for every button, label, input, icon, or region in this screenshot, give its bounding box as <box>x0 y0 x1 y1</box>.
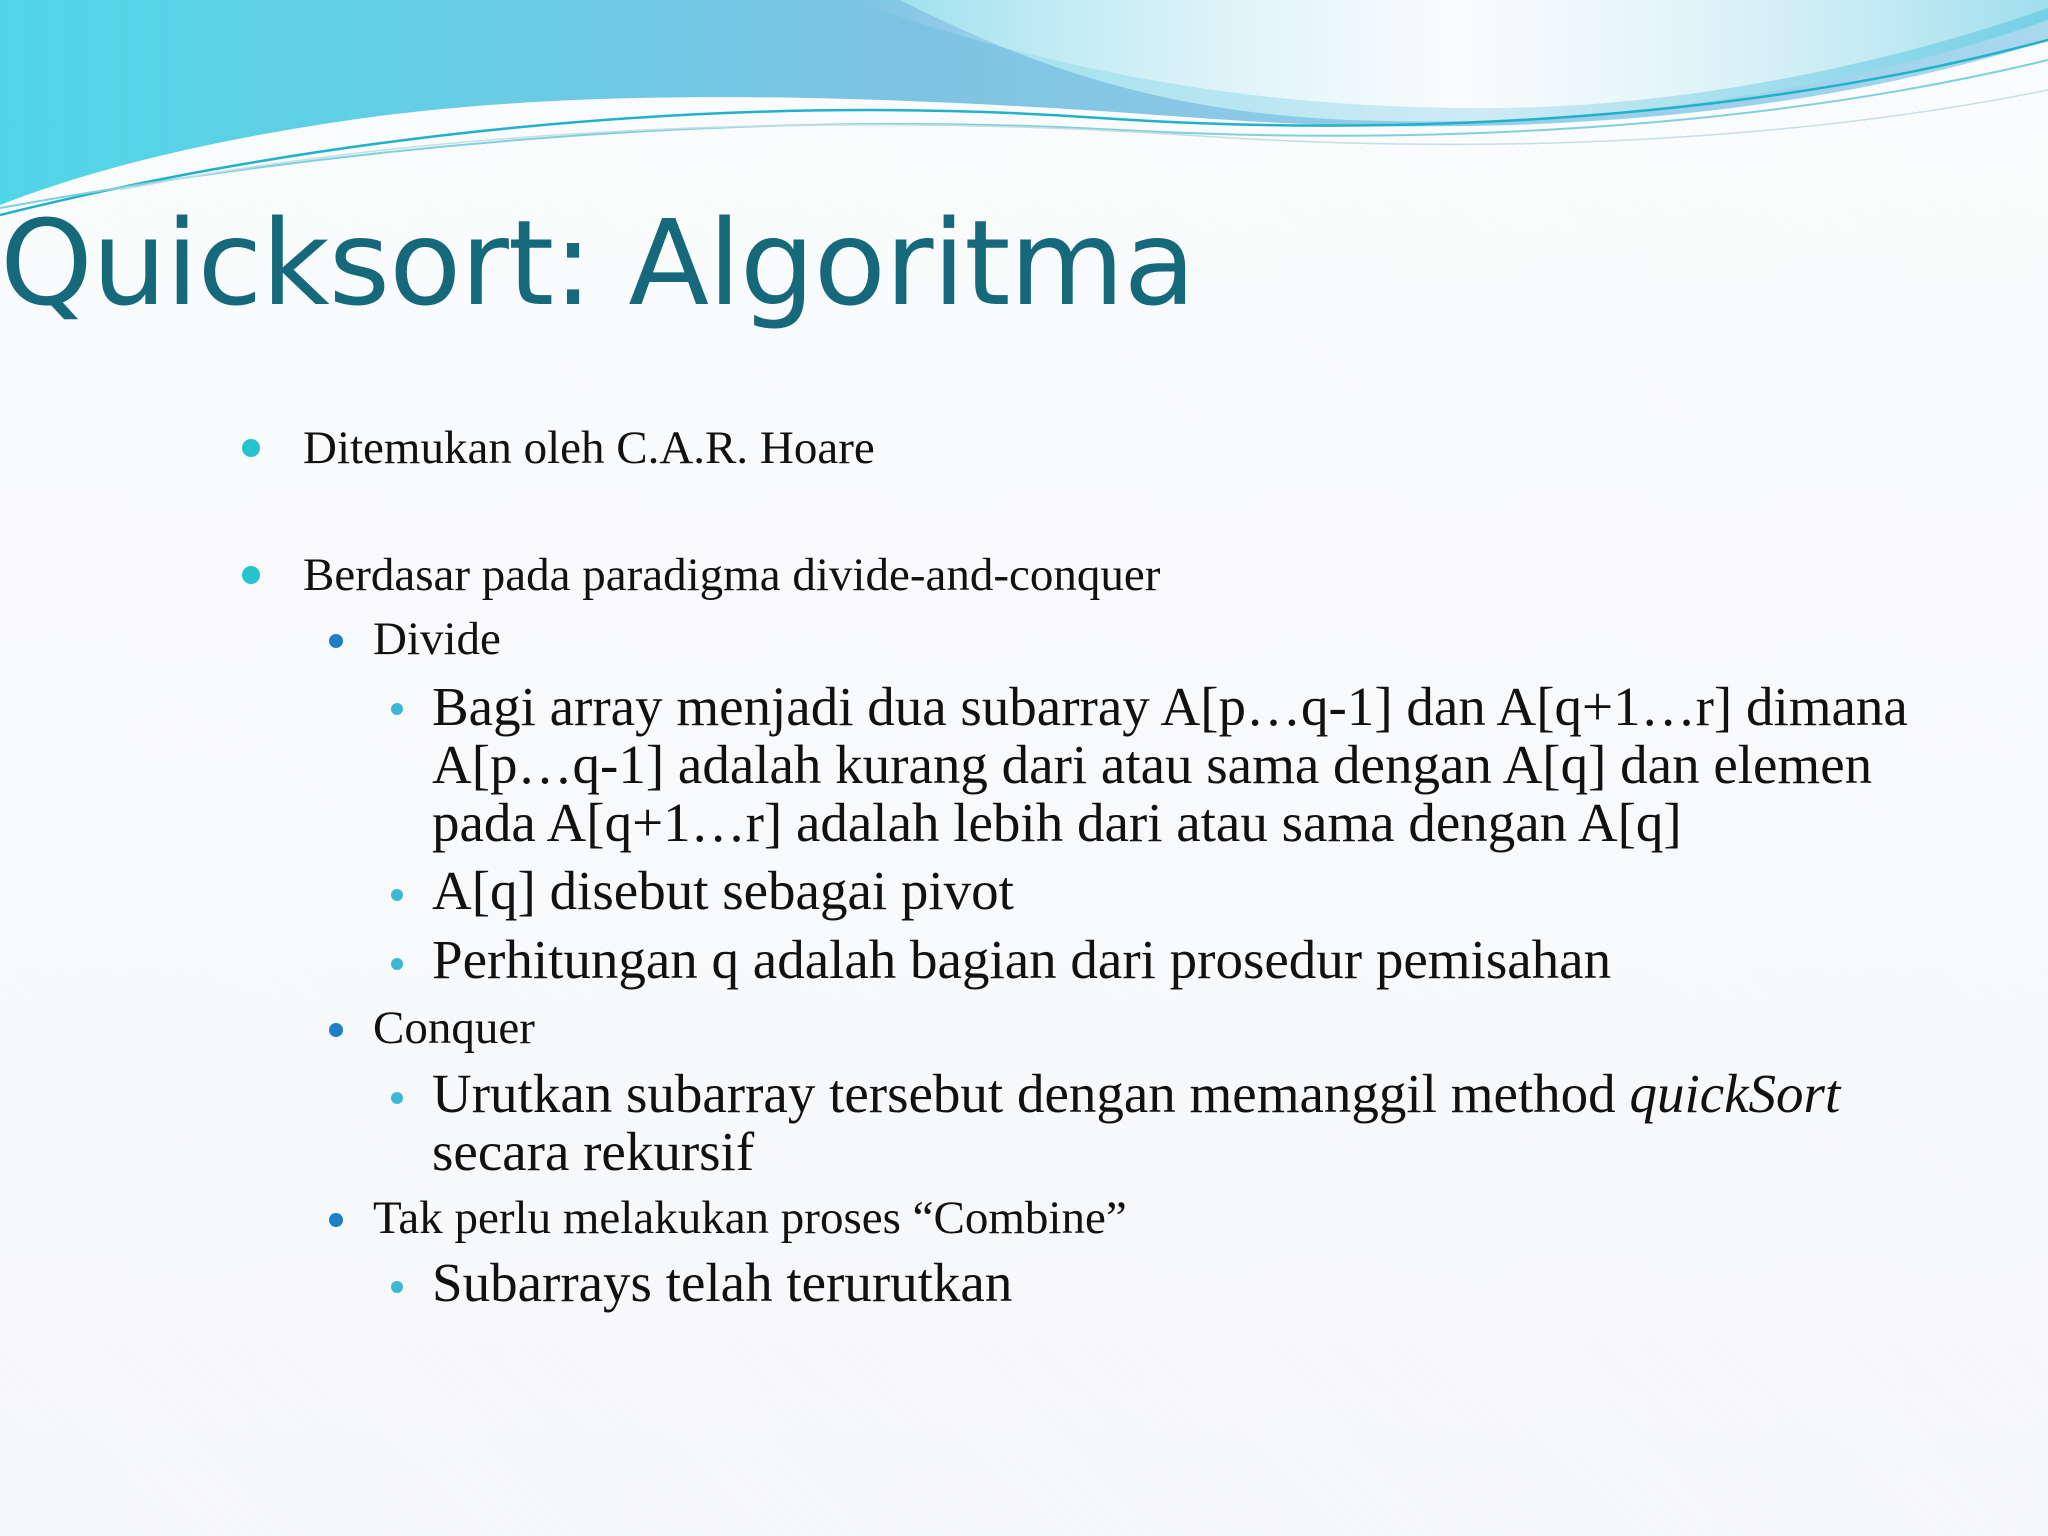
bullet-marker <box>391 703 403 715</box>
bullet-paradigm: Berdasar pada paradigma divide-and-conquer <box>303 549 1161 601</box>
bullet-combine-sorted: Subarrays telah terurutkan <box>432 1252 1013 1313</box>
bullet-divide-split-line2: A[p…q-1] adalah kurang dari atau sama dengan A[q] dan elemen <box>432 734 1873 795</box>
bullet-discovered-by: Ditemukan oleh C.A.R. Hoare <box>303 422 875 474</box>
bullet-conquer: Conquer <box>373 1002 535 1054</box>
bullet-conquer-recursive <box>432 1065 1840 1181</box>
bullet-divide-pivot: A[q] disebut sebagai pivot <box>432 860 1014 921</box>
bullet-divide-split-line1: Bagi array menjadi dua subarray A[p…q-1] dan A[q+1…r] dimana <box>432 676 1908 737</box>
bullet-marker <box>391 1092 403 1104</box>
bullet-marker <box>329 1213 343 1227</box>
bullet-conquer-text: Urutkan subarray tersebut dengan memanggil method <box>432 1063 1630 1124</box>
bullet-marker <box>329 1023 343 1037</box>
bullet-conquer-recursive-line2: secara rekursif <box>432 1121 755 1182</box>
bullet-divide-split-line3: pada A[q+1…r] adalah lebih dari atau sama dengan A[q] <box>432 792 1682 853</box>
bullet-marker <box>242 439 260 457</box>
bullet-combine: Tak perlu melakukan proses “Combine” <box>373 1192 1127 1244</box>
bullet-conquer-method: quickSort <box>1629 1063 1841 1124</box>
bullet-divide: Divide <box>373 613 501 665</box>
bullet-conquer-recursive-line1 <box>432 1065 1840 1123</box>
bullet-marker <box>391 958 403 970</box>
bullet-divide-partition: Perhitungan q adalah bagian dari prosedur pemisahan <box>432 929 1612 990</box>
bullet-marker <box>391 889 403 901</box>
bullet-divide-split <box>432 678 1908 852</box>
bullet-marker <box>329 634 343 648</box>
bullet-marker <box>242 566 260 584</box>
bullet-marker <box>391 1281 403 1293</box>
slide-title: Quicksort: Algoritma <box>0 194 1195 332</box>
